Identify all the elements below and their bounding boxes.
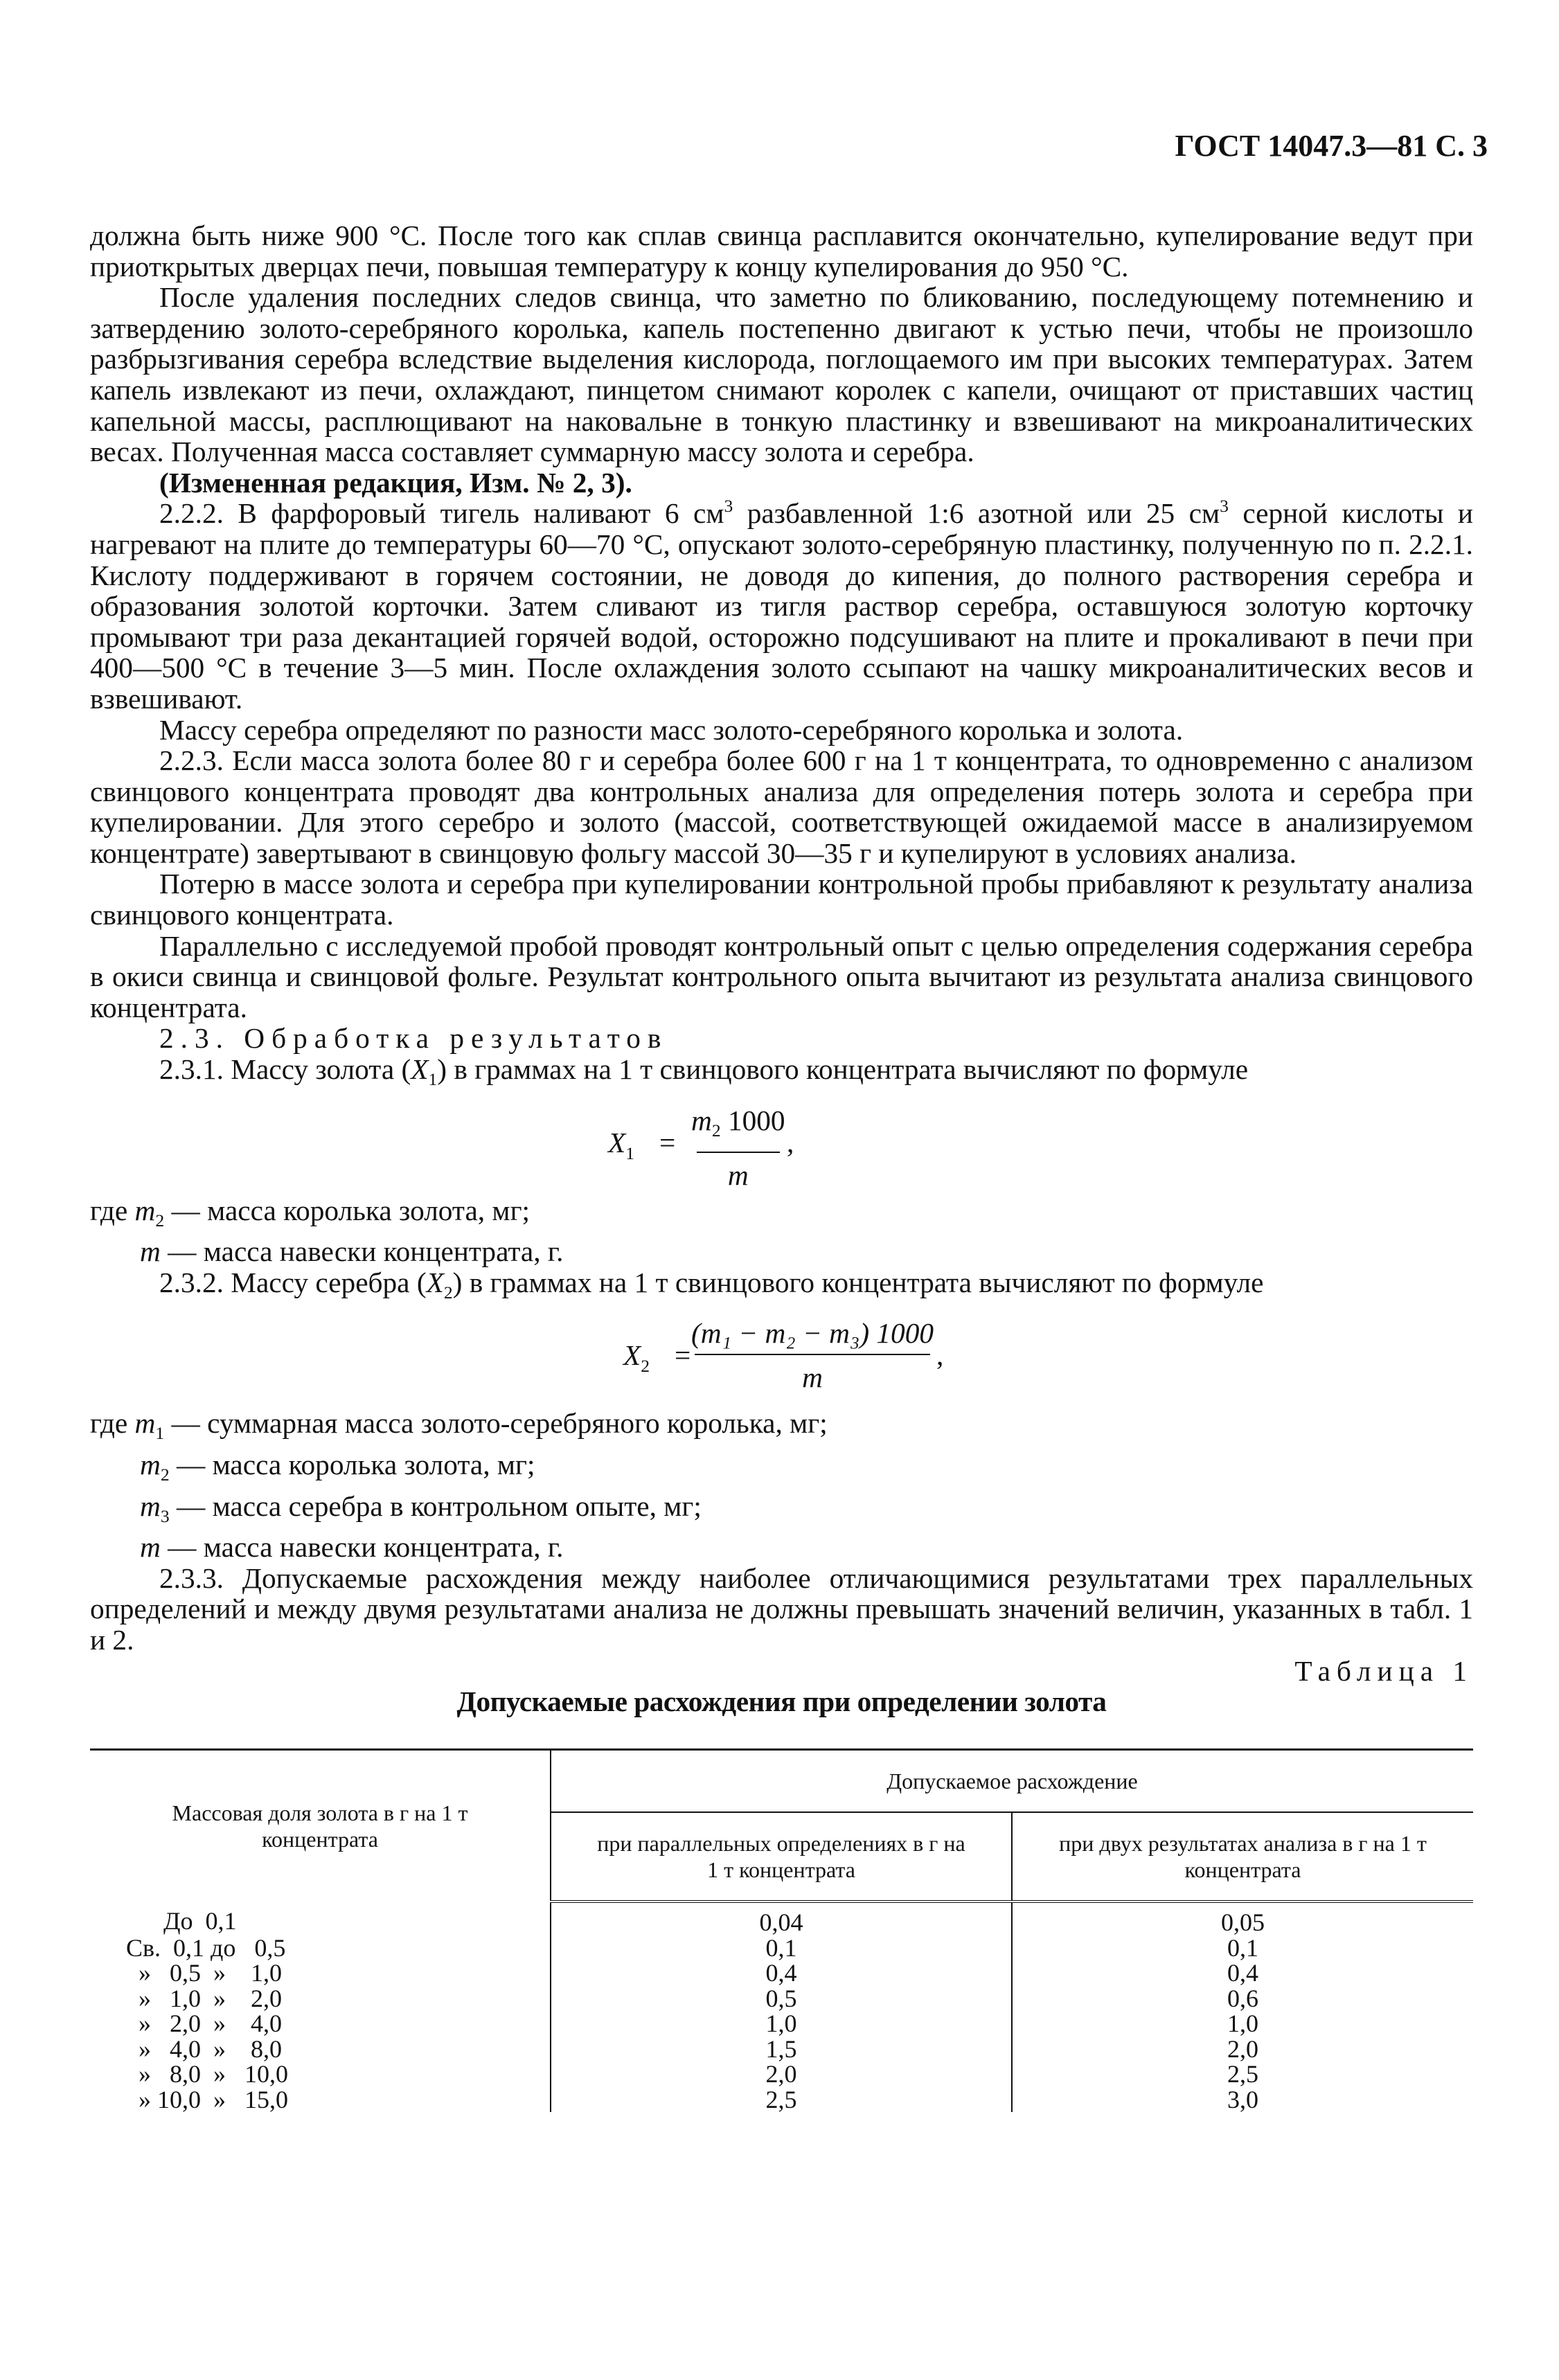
cell-two-results-tolerance: 2,0 [1227,2034,1258,2063]
cell-mass-range: До 0,1 [90,1902,551,1935]
cell-two-results-tolerance: 0,4 [1227,1959,1258,1987]
section-heading-2-3: 2.3. Обработка результатов [159,1022,668,1055]
cell-mass-range: » 10,0 » 15,0 [90,2087,551,2113]
document-body [90,220,1473,1717]
cell-parallel-tolerance: 1,0 [551,2011,1012,2037]
paragraph-cupellation: После удаления последних следов свинца, что заметно по бликованию, последующему потемнению и затвердению золото-серебряного королька, капель постепенно двигают к устью печи, чтобы не произошло разбрызгивания серебра вследствие выделения кислорода, поглощаемого им при высоких температурах. Затем капель извлекают из печи, охлаждают, пинцетом снимают королек с капели, очищают от приставших частиц капельной массы, расплющивают на наковальне в тонкую пластинку и взвешивают на микроаналитических весах. Полученная масса составляет суммарную массу золота и серебра. [90,281,1473,468]
cell-two-results-tolerance: 2,5 [1227,2060,1258,2088]
header-gold-mass-fraction: Массовая доля золота в г на 1 т концентрата [90,1750,551,1902]
paragraph-silver-mass: Массу серебра определяют по разности масс золото-серебряного королька и золота. [159,713,1184,746]
cell-two-results-tolerance: 1,0 [1227,2010,1258,2037]
table-row [90,2061,1473,2087]
cell-two-results-tolerance: 3,0 [1227,2085,1258,2113]
definition-m3: $m_3$ — масса серебра в контрольном опыте, мг; [140,1489,702,1526]
cell-mass-range: » 2,0 » 4,0 [90,2011,551,2037]
amendment-note: (Измененная редакция, Изм. № 2, 3). [159,466,632,499]
header-tolerance-group: Допускаемое расхождение [551,1750,1473,1813]
cell-two-results-tolerance: 0,6 [1227,1984,1258,2012]
formula-silver-definitions [90,1408,1473,1562]
table-title: Допускаемые расхождения при определении золота [456,1685,1107,1718]
table-row [90,1935,1473,1961]
page-header: ГОСТ 14047.3—81 С. 3 [1175,129,1488,163]
cell-two-results-tolerance: 0,1 [1227,1933,1258,1962]
formula-gold-definitions [90,1195,1473,1267]
header-two-results: при двух результатах анализа в г на 1 т концентрата [1012,1812,1473,1902]
cell-parallel-tolerance: 0,04 [551,1902,1012,1935]
cell-mass-range: » 0,5 » 1,0 [90,1960,551,1986]
paragraph-2-2-3: 2.2.3. Если масса золота более 80 г и серебра более 600 г на 1 т концентрата, то одновременно с анализом свинцового концентрата проводят два контрольных анализа для определения потерь золота и серебра при купелировании. Для этого серебро и золото (массой, соответствующей ожидаемой массе в анализируемом концентрате) завертывают в свинцовую фольгу массой 30—35 г и купелируют в условиях анализа. [90,744,1473,869]
cell-mass-range: » 4,0 » 8,0 [90,2037,551,2062]
table-row [90,1986,1473,2012]
gold-tolerance-table [90,1748,1473,2112]
table-row [90,1960,1473,1986]
definition-m2: где $m_2$ — масса королька золота, мг; [90,1194,530,1231]
table-row [90,2087,1473,2113]
paragraph-2-3-2: 2.3.2. Массу серебра $(X_2)$ в граммах на 1 т свинцового концентрата вычисляют по формуле [159,1266,1264,1303]
header-parallel: при параллельных определениях в г на 1 т концентрата [551,1812,1012,1902]
paragraph-loss: Потерю в массе золота и серебра при купелировании контрольной пробы прибавляют к результату анализа свинцового концентрата. [90,868,1473,931]
cell-mass-range: Св. 0,1 до 0,5 [90,1935,551,1961]
cell-parallel-tolerance: 0,5 [551,1986,1012,2012]
table-row [90,2011,1473,2037]
formula-gold: $X_1$ = $m_2$ 1000 m , [608,1104,794,1191]
paragraph-2-2-2: 2.2.2. В фарфоровый тигель наливают 6 $см^3$ разбавленной 1:6 азотной или 25 $см^3$ серной кислоты и нагревают на плите до температуры 60—70 °С, опускают золото-серебряную пластинку, полученную по п. 2.2.1. Кислоту поддерживают в горячем состоянии, не доводя до кипения, до полного растворения серебра и образования золотой корточки. Затем сливают из тигля раствор серебра, оставшуюся золотую корточку промывают три раза декантацией горячей водой, осторожно подсушивают на плите и прокаливают в печи при 400—500 °С в течение 3—5 мин. После охлаждения золото ссыпают на чашку микроаналитических весов и взвешивают. [90,495,1473,715]
formula-silver: $X_2$ = (m₁ − m₂ − m₃) 1000 m , [623,1317,944,1394]
table-row [90,1902,1473,1935]
definition-m2: $m_2$ — масса королька золота, мг; [140,1449,535,1485]
definition-m: m — масса навески концентрата, г. [140,1235,564,1268]
table-body [90,1902,1473,2112]
cell-parallel-tolerance: 1,5 [551,2037,1012,2062]
cell-parallel-tolerance: 2,0 [551,2061,1012,2087]
paragraph-2-3-3: 2.3.3. Допускаемые расхождения между наиболее отличающимися результатами трех параллельных определений и между двумя результатами анализа не должны превышать значений величин, указанных в табл. 1 и 2. [90,1562,1473,1656]
definition-m: m — масса навески концентрата, г. [140,1531,564,1564]
cell-parallel-tolerance: 0,4 [551,1960,1012,1986]
cell-parallel-tolerance: 2,5 [551,2087,1012,2113]
paragraph-2-3-1: 2.3.1. Массу золота $(X_1)$ в граммах на 1 т свинцового концентрата вычисляют по формуле [159,1053,1249,1090]
paragraph-continuation: должна быть ниже 900 °С. После того как сплав свинца расплавится окончательно, купелирование ведут при приоткрытых дверцах печи, повышая температуру к концу купелирования до 950 °С. [90,220,1473,283]
cell-mass-range: » 8,0 » 10,0 [90,2061,551,2087]
definition-m1: где $m_1$ — суммарная масса золото-серебряного королька, мг; [90,1407,828,1444]
cell-parallel-tolerance: 0,1 [551,1935,1012,1961]
table-row [90,2037,1473,2062]
cell-two-results-tolerance: 0,05 [1221,1908,1265,1936]
cell-mass-range: » 1,0 » 2,0 [90,1986,551,2012]
table-number: Таблица 1 [1294,1654,1473,1687]
paragraph-control: Параллельно с исследуемой пробой проводят контрольный опыт с целью определения содержания серебра в окиси свинца и свинцовой фольге. Результат контрольного опыта вычитают из результата анализа свинцового концентрата. [90,929,1473,1023]
